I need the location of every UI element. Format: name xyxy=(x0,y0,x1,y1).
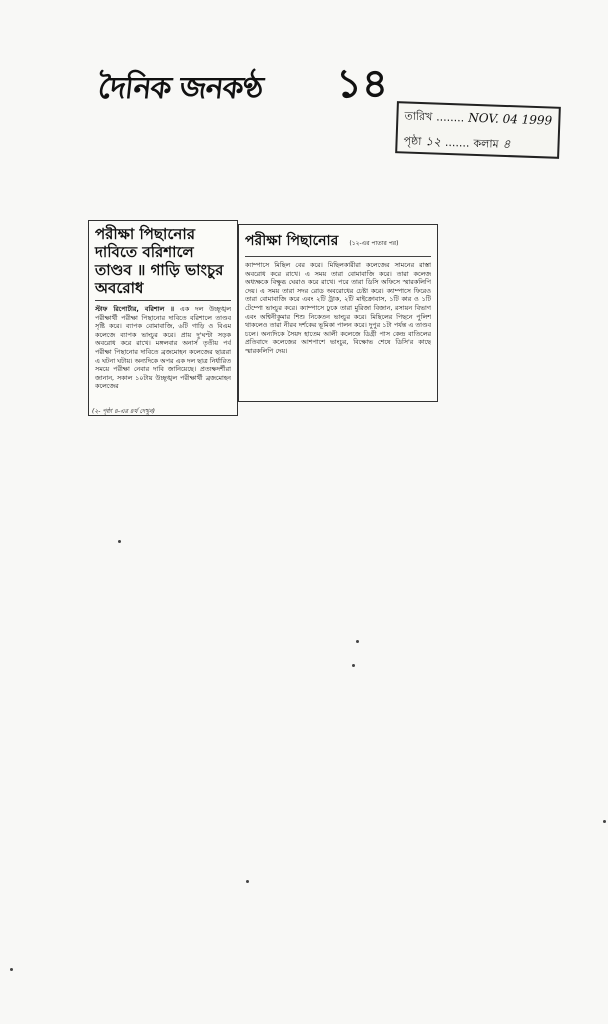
page-number: ১৪ xyxy=(336,60,388,107)
scan-speck xyxy=(118,540,121,543)
archive-stamp: তারিখ ........ NOV. 04 1999 পৃষ্ঠা ১২ ....... কলাম ৪ xyxy=(395,101,561,159)
article-right-body: ক্যাম্পাসে মিছিল বের করে। মিছিলকারীরা কলেজের সামনের রাস্তা অবরোধ করে রাখে। এ সময় তারা বোমাবাজি করে। তারা কলেজ অধ্যক্ষকে বিক্ষুব্ধ ঘেরাও করে রাখে। পরে তারা ডিসি অফিসে স্মারকলিপি দেয়। এ সময় তারা সদর রোড অবরোধের চেষ্টা করে। ক্যাম্পাসে ফিরেও তারা বোমাবাজি করে এবং ২টি ট্রাক, ২টি মাইক্রোবাস, ১টি কার ও ১টি টেম্পো ভাংচুর করে। ক্যাম্পাসে ঢুকে তারা মুরিজা বিজান, রসায়ন বিভাগ এবং অশ্বিনীকুমার শিশু নিকেতন ভাংচুর করে। মিছিলের পিছনে পুলিশ থাকলেও তারা নীরব দর্শকের ভূমিকা পালন করে। দুপুর ১টা পর্যন্ত এ তাণ্ডব চলে। অন্যদিকে সৈয়দ হাতেম আলী কলেজে ডিগ্রী পাস কেন্দ্র বাতিলের প্রতিবাদে কলেজের আশপাশে ভাংচুর, বিক্ষোভ শেষে ডিসি'র কাছে স্মারকলিপি দেয়। xyxy=(245,261,431,355)
article-right-continued: (১২-এর পাতার পর) xyxy=(349,240,399,247)
stamp-page-value: ১২ xyxy=(425,134,442,149)
article-left-dateline: স্টাফ রিপোর্টার, বরিশাল ॥ xyxy=(95,305,174,313)
scan-speck xyxy=(603,820,606,823)
article-left-jump-note: (২- পৃষ্ঠা ৪-এর ৪র্থ দেখুন) xyxy=(92,408,155,415)
clipping-left xyxy=(88,220,238,416)
scan-speck xyxy=(246,880,249,883)
newspaper-masthead: দৈনিক জনকণ্ঠ xyxy=(96,71,265,106)
article-left-text: এক দল উচ্ছৃঙ্খল পরীক্ষার্থী পরীক্ষা পিছানোর দাবিতে বরিশালে তাণ্ডব সৃষ্টি করে। ব্যাপক বোমাবাজি, ৬টি গাড়ি ও বিএম কলেজে ব্যাপক ভাংচুর করে। প্রায় দু'ঘণ্টা সড়ক অবরোধ করে রাখে। মঙ্গলবার অনার্স তৃতীয় পর্ব পরীক্ষা পিছানোর দাবিতে ব্রজমোহন কলেজের ছাত্ররা এ ঘটনা ঘটায়। অন্যদিকে অপর এক দল ছাত্র নির্ধারিত সময়ে পরীক্ষা নেবার দাবি জানিয়েছে। প্রত্যক্ষদর্শীরা জানান, সকাল ১০টায় উচ্ছৃঙ্খল পরীক্ষার্থী ব্রজমোহন কলেজের xyxy=(95,305,231,391)
stamp-column-value: ৪ xyxy=(502,136,511,152)
stamp-column-label: কলাম xyxy=(473,136,499,151)
clipping-right xyxy=(238,224,438,402)
stamp-page-label: পৃষ্ঠা xyxy=(403,134,422,149)
scan-speck xyxy=(352,664,355,667)
article-left-body xyxy=(95,305,231,413)
scan-speck xyxy=(356,640,359,643)
article-left-headline: পরীক্ষা পিছানোর দাবিতে বরিশালে তাণ্ডব ॥ গাড়ি ভাংচুর অবরোধ xyxy=(95,225,231,301)
article-right-headline: পরীক্ষা পিছানোর xyxy=(245,233,339,249)
stamp-date-label: তারিখ xyxy=(404,109,433,124)
stamp-date-value: NOV. 04 1999 xyxy=(468,110,553,128)
scan-speck xyxy=(10,968,13,971)
